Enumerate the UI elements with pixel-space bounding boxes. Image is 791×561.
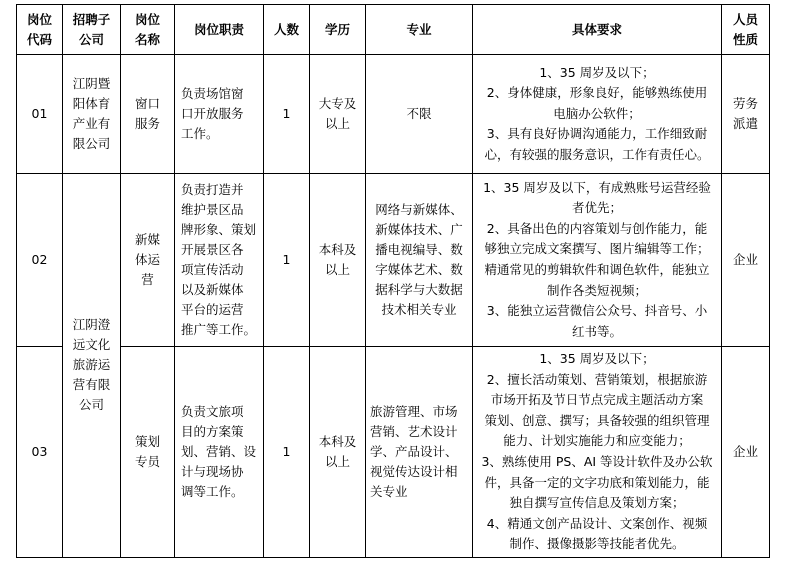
position-code: 01 — [17, 55, 63, 174]
duty: 负责打造并 维护景区品 牌形象、策划 开展景区各 项宣传活动 以及新媒体 平台的运营 推广等工作。 — [175, 174, 264, 347]
header-position-code: 岗位 代码 — [17, 5, 63, 55]
table-row — [17, 55, 770, 174]
employment-nature: 企业 — [722, 347, 770, 558]
header-major: 专业 — [366, 5, 473, 55]
duty: 负责文旅项 目的方案策 划、营销、设 计与现场协 调等工作。 — [175, 347, 264, 558]
table-row — [17, 174, 770, 347]
requirements: 1、35 周岁及以下，有成熟账号运营经验 者优先； 2、具备出色的内容策划与创作能力，能 够独立完成文案撰写、图片编辑等工作； 精通常见的剪辑软件和调色软件，能独立 制作各类短视频； 3、能独立运营微信公众号、抖音号、小 红书等。 — [473, 174, 722, 347]
header-count: 人数 — [264, 5, 310, 55]
header-duty: 岗位职责 — [175, 5, 264, 55]
employment-nature: 劳务 派遣 — [722, 55, 770, 174]
headcount: 1 — [264, 55, 310, 174]
major: 不限 — [366, 55, 473, 174]
recruitment-table — [16, 4, 770, 558]
major: 网络与新媒体、 新媒体技术、广 播电视编导、数 字媒体艺术、数 据科学与大数据 技术相关专业 — [366, 174, 473, 347]
header-company: 招聘子 公司 — [63, 5, 121, 55]
company: 江阴暨 阳体育 产业有 限公司 — [63, 55, 121, 174]
header-requirements: 具体要求 — [473, 5, 722, 55]
position-name: 窗口 服务 — [121, 55, 175, 174]
header-nature: 人员 性质 — [722, 5, 770, 55]
position-name: 策划 专员 — [121, 347, 175, 558]
position-code: 02 — [17, 174, 63, 347]
headcount: 1 — [264, 174, 310, 347]
header-row — [17, 5, 770, 55]
requirements: 1、35 周岁及以下； 2、擅长活动策划、营销策划，根据旅游 市场开拓及节日节点完成主题活动方案 策划、创意、撰写；具备较强的组织管理 能力、计划实施能力和应变能力； 3、熟练使用 PS、AI 等设计软件及办公软 件，具备一定的文字功底和策划能力，能 独自撰写宣传信息及策划方案； 4、精通文创产品设计、文案创作、视频 制作、摄像摄影等技能者优先。 — [473, 347, 722, 558]
position-code: 03 — [17, 347, 63, 558]
requirements: 1、35 周岁及以下； 2、身体健康，形象良好，能够熟练使用 电脑办公软件； 3、具有良好协调沟通能力，工作细致耐 心，有较强的服务意识，工作有责任心。 — [473, 55, 722, 174]
position-name: 新媒 体运 营 — [121, 174, 175, 347]
education: 本科及 以上 — [310, 174, 366, 347]
major: 旅游管理、市场 营销、艺术设计 学、产品设计、 视觉传达设计相 关专业 — [366, 347, 473, 558]
headcount: 1 — [264, 347, 310, 558]
education: 本科及 以上 — [310, 347, 366, 558]
header-education: 学历 — [310, 5, 366, 55]
company: 江阴澄 远文化 旅游运 营有限 公司 — [63, 174, 121, 558]
employment-nature: 企业 — [722, 174, 770, 347]
table-row — [17, 347, 770, 558]
duty: 负责场馆窗 口开放服务 工作。 — [175, 55, 264, 174]
education: 大专及 以上 — [310, 55, 366, 174]
header-position-name: 岗位 名称 — [121, 5, 175, 55]
